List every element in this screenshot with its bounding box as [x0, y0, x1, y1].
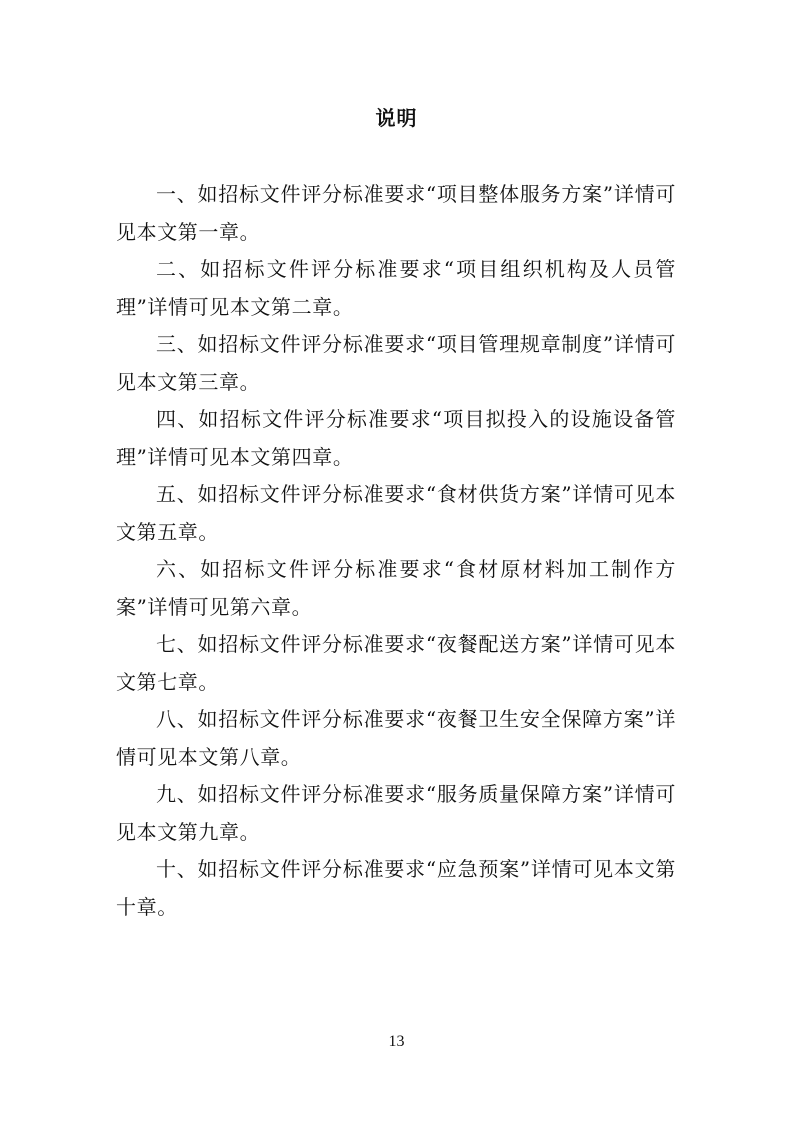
page-number: 13 [388, 1033, 405, 1050]
paragraph-6: 六、如招标文件评分标准要求“食材原材料加工制作方案”详情可见第六章。 [116, 557, 676, 619]
paragraph-2: 二、如招标文件评分标准要求“项目组织机构及人员管理”详情可见本文第二章。 [116, 257, 676, 319]
document-body [116, 176, 676, 926]
paragraph-7: 七、如招标文件评分标准要求“夜餐配送方案”详情可见本文第七章。 [116, 632, 676, 694]
page-title: 说明 [375, 106, 418, 130]
paragraph-8: 八、如招标文件评分标准要求“夜餐卫生安全保障方案”详情可见本文第八章。 [116, 707, 676, 769]
paragraph-3: 三、如招标文件评分标准要求“项目管理规章制度”详情可见本文第三章。 [116, 332, 676, 394]
paragraph-4: 四、如招标文件评分标准要求“项目拟投入的设施设备管理”详情可见本文第四章。 [116, 407, 676, 469]
paragraph-10: 十、如招标文件评分标准要求“应急预案”详情可见本文第十章。 [116, 857, 676, 919]
paragraph-9: 九、如招标文件评分标准要求“服务质量保障方案”详情可见本文第九章。 [116, 782, 676, 844]
paragraph-5: 五、如招标文件评分标准要求“食材供货方案”详情可见本文第五章。 [116, 482, 676, 544]
paragraph-1: 一、如招标文件评分标准要求“项目整体服务方案”详情可见本文第一章。 [116, 182, 676, 244]
